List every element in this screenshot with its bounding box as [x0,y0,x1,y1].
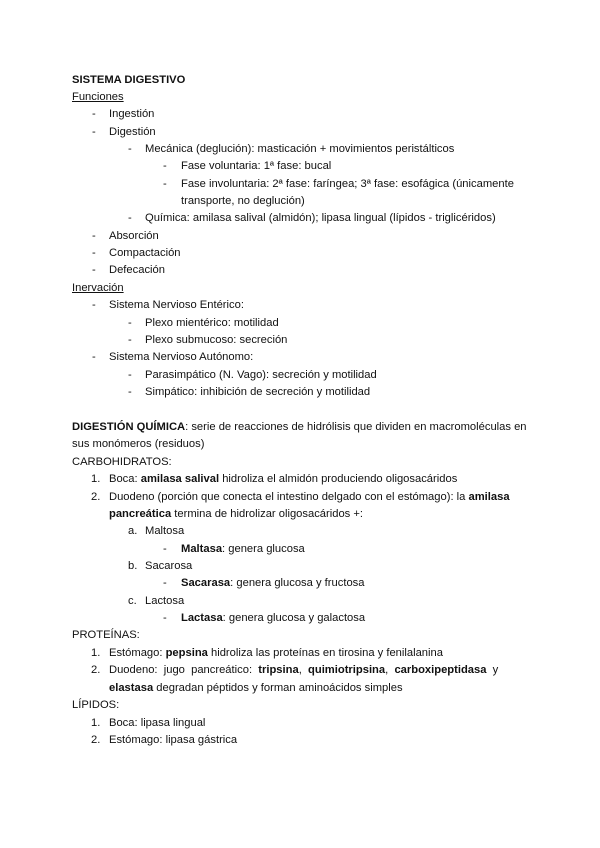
list-item-defecacion: Defecación [109,264,165,276]
list-item-lactosa: Lactosa [145,595,185,607]
lipidos-heading: LÍPIDOS: [72,699,120,711]
list-item-estomago-pepsina: Estómago: pepsina hidroliza las proteínas en tirosina y fenilalanina [109,647,443,659]
bullet-dash: - [163,543,167,555]
bullet-dash: - [92,230,96,242]
digestion-quimica-title: DIGESTIÓN QUÍMICA [72,421,186,433]
list-number: 2. [91,734,101,746]
list-item-duodeno-amilasa: Duodeno (porción que conecta el intestino delgado con el estómago): la amilasa [109,491,510,503]
inervacion-heading: Inervación [72,282,124,294]
bullet-dash: - [163,160,167,172]
list-item-lipasa-gastrica: Estómago: lipasa gástrica [109,734,238,746]
bullet-dash: - [128,143,132,155]
bullet-dash: - [128,334,132,346]
digestion-quimica-definition-cont: sus monómeros (residuos) [72,438,205,450]
list-item-digestion: Digestión [109,126,156,138]
list-item-maltasa: Maltasa: genera glucosa [181,543,305,555]
list-item-mecanica: Mecánica (deglución): masticación + movimientos peristálticos [145,143,455,155]
bullet-dash: - [163,577,167,589]
list-item-sne: Sistema Nervioso Entérico: [109,299,244,311]
list-letter: b. [128,560,138,572]
list-item-fase-voluntaria: Fase voluntaria: 1ª fase: bucal [181,160,332,172]
list-item-ingestion: Ingestión [109,108,155,120]
list-item-duodeno-enzimas-cont: elastasa degradan péptidos y forman aminoácidos simples [109,682,403,694]
list-item-lactasa: Lactasa: genera glucosa y galactosa [181,612,366,624]
digestion-quimica-definition: DIGESTIÓN QUÍMICA: serie de reacciones de hidrólisis que dividen en macromoléculas en [72,421,527,433]
bullet-dash: - [92,126,96,138]
list-letter: c. [128,595,137,607]
bullet-dash: - [92,351,96,363]
list-item-mienterico: Plexo mientérico: motilidad [145,317,279,329]
list-item-fase-involuntaria: Fase involuntaria: 2ª fase: faríngea; 3ª fase: esofágica (únicamente [181,178,514,190]
list-item-sacarosa: Sacarosa [145,560,193,572]
list-number: 2. [91,664,101,676]
list-item-maltosa: Maltosa [145,525,185,537]
list-item-submucoso: Plexo submucoso: secreción [145,334,288,346]
bullet-dash: - [128,317,132,329]
list-item-quimica: Química: amilasa salival (almidón); lipasa lingual (lípidos - triglicéridos) [145,212,496,224]
list-item-simpatico: Simpático: inhibición de secreción y motilidad [145,386,371,398]
bullet-dash: - [92,299,96,311]
bullet-dash: - [128,369,132,381]
list-number: 1. [91,647,101,659]
bullet-dash: - [163,178,167,190]
list-item-sacarasa: Sacarasa: genera glucosa y fructosa [181,577,365,589]
list-item-sna: Sistema Nervioso Autónomo: [109,351,254,363]
list-item-fase-involuntaria-cont: transporte, no deglución) [181,195,305,207]
list-number: 2. [91,491,101,503]
list-item-parasimpatico: Parasimpático (N. Vago): secreción y motilidad [145,369,377,381]
bullet-dash: - [92,247,96,259]
bullet-dash: - [163,612,167,624]
list-item-duodeno-amilasa-cont: pancreática termina de hidrolizar oligosacáridos +: [109,508,364,520]
list-item-compactacion: Compactación [109,247,181,259]
list-number: 1. [91,473,101,485]
list-item-lipasa-lingual: Boca: lipasa lingual [109,717,206,729]
bullet-dash: - [128,386,132,398]
list-letter: a. [128,525,138,537]
bullet-dash: - [128,212,132,224]
list-item-absorcion: Absorción [109,230,159,242]
list-number: 1. [91,717,101,729]
list-item-duodeno-enzimas: Duodeno: jugo pancreático: tripsina, quimiotripsina, carboxipeptidasa y [109,664,499,676]
funciones-heading: Funciones [72,91,124,103]
list-item-boca-amilasa: Boca: amilasa salival hidroliza el almidón produciendo oligosacáridos [109,473,458,485]
carbohidratos-heading: CARBOHIDRATOS: [72,456,172,468]
proteinas-heading: PROTEÍNAS: [72,629,140,641]
bullet-dash: - [92,108,96,120]
page-title: SISTEMA DIGESTIVO [72,74,186,86]
bullet-dash: - [92,264,96,276]
